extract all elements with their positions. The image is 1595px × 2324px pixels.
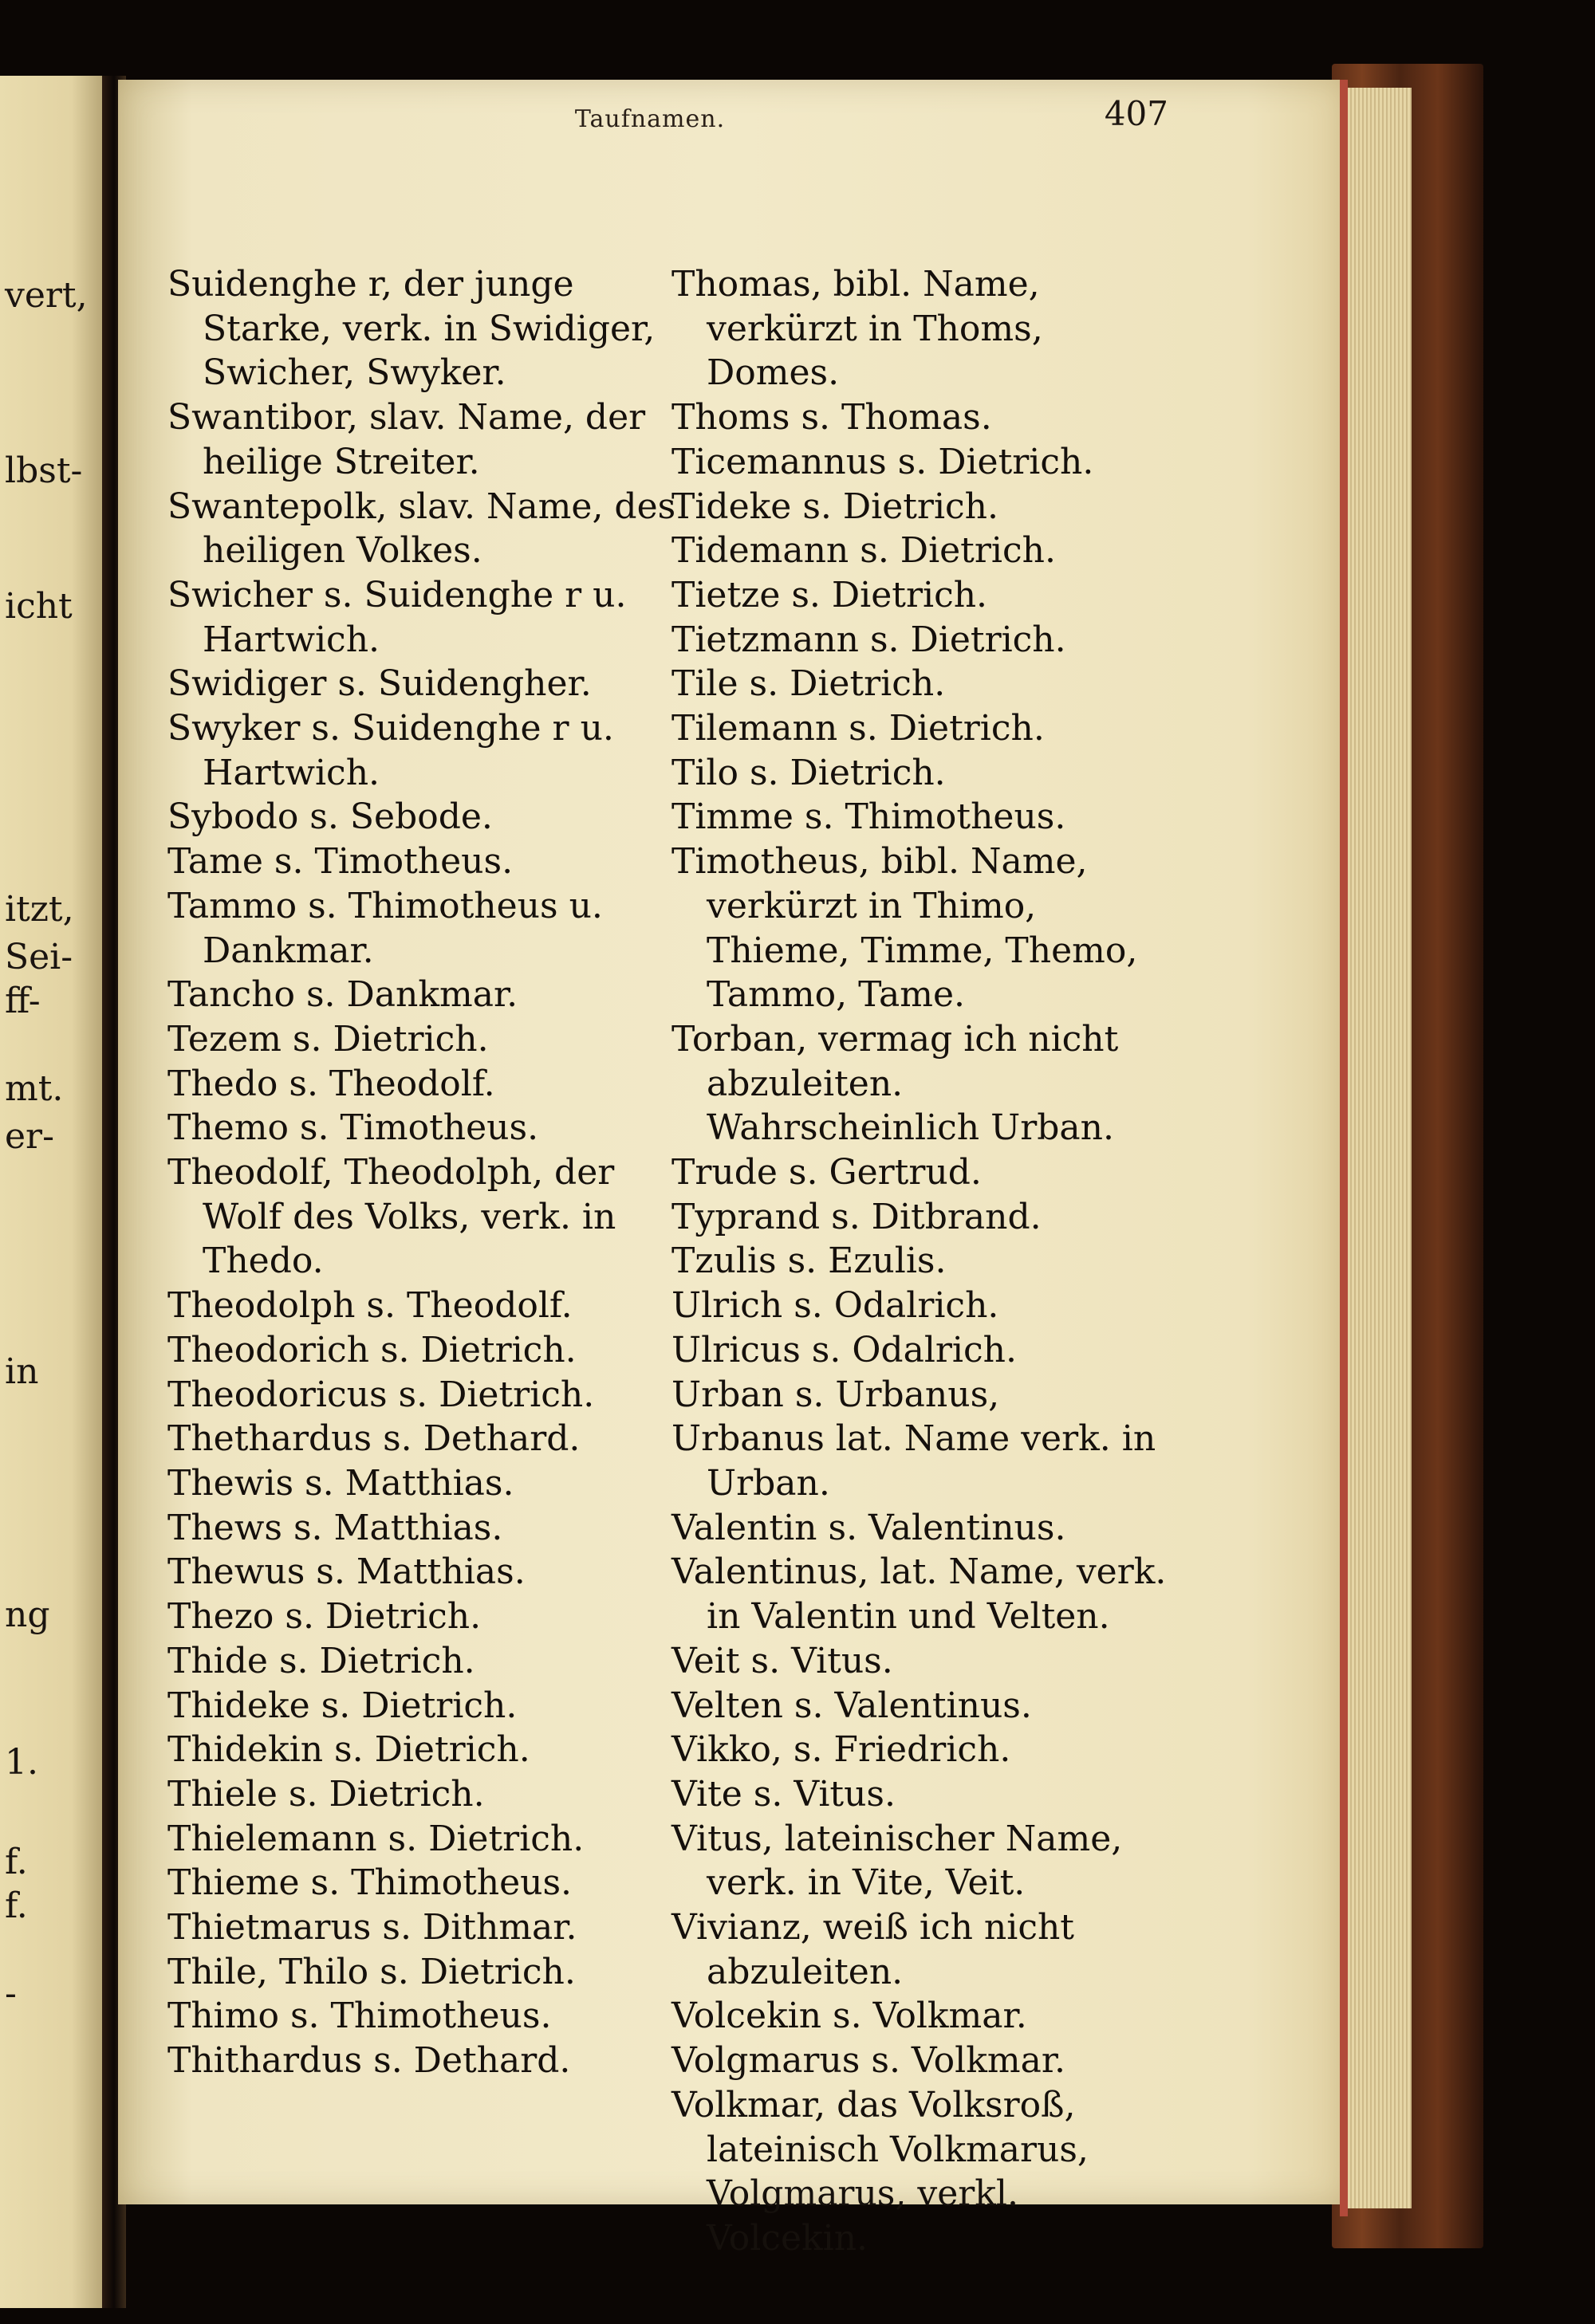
dictionary-entry: Theodolph s. Theodolf. bbox=[167, 1285, 573, 1327]
dictionary-entry: Theodorich s. Dietrich. bbox=[167, 1329, 577, 1370]
running-head: Taufnamen. bbox=[574, 105, 726, 133]
facing-fragment: mt. bbox=[5, 1068, 64, 1109]
dictionary-entry: Swantibor, slav. Name, der heilige Streiter. bbox=[167, 397, 646, 482]
dictionary-entry: Theodolf, Theodolph, der Wolf des Volks, verk. in Thedo. bbox=[167, 1152, 616, 1282]
dictionary-entry: Suidenghe r, der junge Starke, verk. in Swidiger, Swicher, Swyker. bbox=[167, 264, 656, 394]
dictionary-entry: Torban, vermag ich nicht abzuleiten. Wahrscheinlich Urban. bbox=[671, 1018, 1119, 1149]
dictionary-entry: Tidemann s. Dietrich. bbox=[671, 530, 1056, 572]
right-column bbox=[671, 262, 1182, 2261]
dictionary-entry: Thomas, bibl. Name, verkürzt in Thoms, Domes. bbox=[671, 264, 1043, 394]
facing-fragment: ng bbox=[5, 1595, 50, 1635]
dictionary-entry: Velten s. Valentinus. bbox=[671, 1685, 1032, 1726]
dictionary-entry: Thiele s. Dietrich. bbox=[167, 1773, 485, 1815]
dictionary-entry: Tzulis s. Ezulis. bbox=[671, 1241, 947, 1282]
dictionary-entry: Timotheus, bibl. Name, verkürzt in Thimo, Thieme, Timme, Themo, Tammo, Tame. bbox=[671, 841, 1138, 1016]
page-number: 407 bbox=[1104, 94, 1168, 133]
dictionary-entry: Volcekin s. Volkmar. bbox=[671, 1996, 1027, 2037]
dictionary-entry: Swidiger s. Suidengher. bbox=[167, 663, 592, 705]
dictionary-entry: Thidekin s. Dietrich. bbox=[167, 1729, 530, 1771]
left-column bbox=[167, 262, 678, 2083]
facing-fragment: er- bbox=[5, 1116, 54, 1157]
dictionary-entry: Thoms s. Thomas. bbox=[671, 397, 992, 438]
dictionary-entry: Thezo s. Dietrich. bbox=[167, 1596, 482, 1638]
dictionary-entry: Thietmarus s. Dithmar. bbox=[167, 1907, 577, 1948]
dictionary-entry: Valentin s. Valentinus. bbox=[671, 1507, 1066, 1548]
facing-fragment: f. bbox=[5, 1886, 28, 1926]
dictionary-entry: Veit s. Vitus. bbox=[671, 1640, 893, 1681]
dictionary-entry: Volgmarus s. Volkmar. bbox=[671, 2040, 1066, 2082]
dictionary-entry: Tilemann s. Dietrich. bbox=[671, 708, 1045, 749]
dictionary-entry: Typrand s. Ditbrand. bbox=[671, 1196, 1042, 1237]
facing-fragment: in bbox=[5, 1351, 39, 1392]
dictionary-entry: Thews s. Matthias. bbox=[167, 1507, 503, 1548]
dictionary-entry: Ulrich s. Odalrich. bbox=[671, 1285, 999, 1327]
dictionary-entry: Tideke s. Dietrich. bbox=[671, 486, 999, 527]
dictionary-entry: Swantepolk, slav. Name, des heiligen Volkes. bbox=[167, 486, 676, 572]
dictionary-entry: Swyker s. Suidenghe r u. Hartwich. bbox=[167, 708, 614, 793]
dictionary-entry: Thithardus s. Dethard. bbox=[167, 2040, 571, 2082]
dictionary-entry: Volkmar, das Volksroß, lateinisch Volkmarus, Volgmarus, verkl. Volcekin. bbox=[671, 2084, 1089, 2259]
dictionary-entry: Thewis s. Matthias. bbox=[167, 1462, 514, 1504]
dictionary-entry: Vitus, lateinischer Name, verk. in Vite, Veit. bbox=[671, 1818, 1123, 1904]
dictionary-entry: Thielemann s. Dietrich. bbox=[167, 1818, 585, 1859]
dictionary-entry: Tile s. Dietrich. bbox=[671, 663, 946, 705]
dictionary-entry: Thimo s. Thimotheus. bbox=[167, 1996, 552, 2037]
dictionary-entry: Thieme s. Thimotheus. bbox=[167, 1862, 573, 1904]
dictionary-entry: Thethardus s. Dethard. bbox=[167, 1418, 581, 1460]
facing-fragment: - bbox=[5, 1973, 17, 2014]
dictionary-entry: Urban s. Urbanus, bbox=[671, 1374, 1000, 1415]
dictionary-entry: Thide s. Dietrich. bbox=[167, 1640, 475, 1681]
dictionary-entry: Timme s. Thimotheus. bbox=[671, 796, 1066, 838]
dictionary-entry: Thewus s. Matthias. bbox=[167, 1551, 526, 1593]
facing-fragment: itzt, bbox=[5, 889, 74, 930]
dictionary-entry: Urbanus lat. Name verk. in Urban. bbox=[671, 1418, 1156, 1504]
facing-fragment: 1. bbox=[5, 1742, 38, 1783]
dictionary-entry: Tammo s. Thimotheus u. Dankmar. bbox=[167, 885, 603, 971]
dictionary-entry: Thideke s. Dietrich. bbox=[167, 1685, 518, 1726]
dictionary-entry: Sybodo s. Sebode. bbox=[167, 796, 493, 838]
facing-fragment: ff- bbox=[5, 981, 41, 1021]
facing-fragment: vert, bbox=[5, 275, 88, 316]
dictionary-entry: Tietze s. Dietrich. bbox=[671, 574, 988, 615]
red-page-edge bbox=[1340, 80, 1348, 2216]
dictionary-entry: Ticemannus s. Dietrich. bbox=[671, 441, 1094, 482]
dictionary-entry: Tezem s. Dietrich. bbox=[167, 1018, 489, 1060]
facing-fragment: Sei- bbox=[5, 937, 73, 977]
facing-fragment: lbst- bbox=[5, 450, 83, 491]
dictionary-entry: Themo s. Timotheus. bbox=[167, 1107, 539, 1149]
dictionary-entry: Swicher s. Suidenghe r u. Hartwich. bbox=[167, 574, 627, 660]
dictionary-entry: Vikko, s. Friedrich. bbox=[671, 1729, 1011, 1771]
dictionary-entry: Vivianz, weiß ich nicht abzuleiten. bbox=[671, 1907, 1074, 1992]
dictionary-entry: Tietzmann s. Dietrich. bbox=[671, 619, 1066, 660]
dictionary-entry: Thedo s. Theodolf. bbox=[167, 1063, 495, 1104]
dictionary-entry: Tilo s. Dietrich. bbox=[671, 752, 946, 793]
facing-fragment: icht bbox=[5, 586, 73, 627]
dictionary-entry: Theodoricus s. Dietrich. bbox=[167, 1374, 595, 1415]
facing-page bbox=[0, 76, 102, 2308]
facing-page-text bbox=[0, 76, 102, 2308]
dictionary-entry: Valentinus, lat. Name, verk. in Valentin und Velten. bbox=[671, 1551, 1167, 1638]
page-stack-edge bbox=[1340, 88, 1412, 2208]
facing-fragment: f. bbox=[5, 1842, 28, 1882]
dictionary-entry: Tame s. Timotheus. bbox=[167, 841, 514, 883]
dictionary-entry: Ulricus s. Odalrich. bbox=[671, 1329, 1017, 1370]
dictionary-entry: Tancho s. Dankmar. bbox=[167, 974, 518, 1016]
dictionary-entry: Vite s. Vitus. bbox=[671, 1773, 896, 1815]
dictionary-entry: Thile, Thilo s. Dietrich. bbox=[167, 1951, 576, 1992]
dictionary-entry: Trude s. Gertrud. bbox=[671, 1152, 982, 1193]
